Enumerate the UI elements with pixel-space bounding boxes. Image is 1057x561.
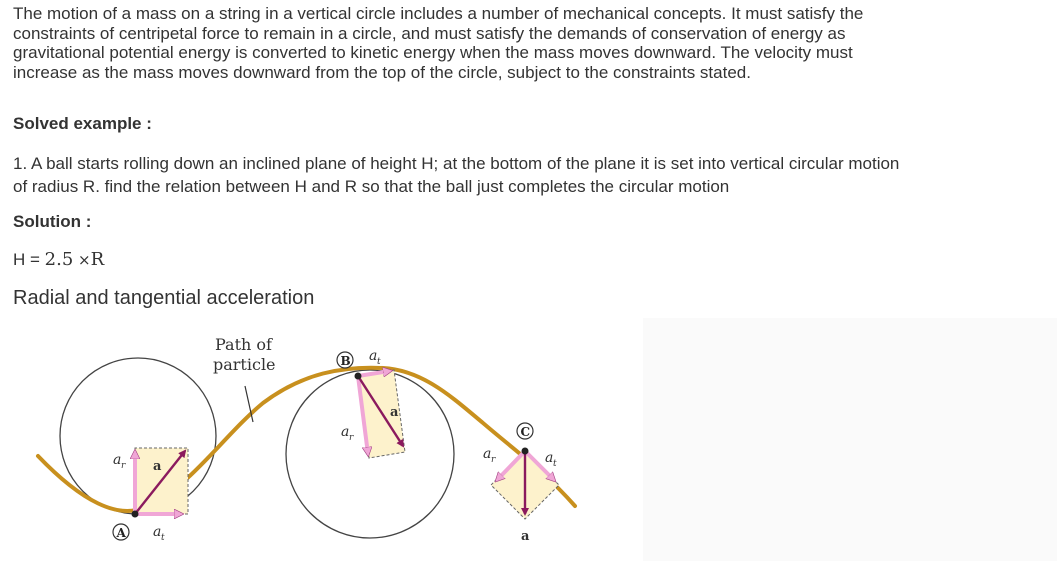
figure-area: [13, 318, 1057, 561]
figure-panel: [13, 318, 643, 561]
intro-line: The motion of a mass on a string in a vertical circle includes a number of mechanical concepts. It must satisfy the: [13, 4, 864, 23]
particle-a: [132, 511, 139, 518]
label-a: a: [153, 459, 162, 474]
point-c-label: C: [520, 425, 531, 439]
formula-variable: R: [90, 249, 105, 270]
label-ar-sub: r: [121, 461, 126, 471]
label-ar-sub: r: [349, 433, 354, 443]
formula-operator: ×: [78, 251, 91, 269]
particle-b: [355, 373, 362, 380]
question-line: of radius R. find the relation between H and R so that the ball just completes the circular motion: [13, 177, 730, 196]
label-at: a: [369, 348, 378, 364]
formula-number: 2.5: [44, 249, 74, 270]
point-b-label: B: [340, 354, 351, 368]
intro-line: gravitational potential energy is converted to kinetic energy when the mass moves downward. The velocity must: [13, 43, 853, 62]
particle-c: [522, 448, 529, 455]
label-at: a: [545, 450, 554, 466]
solution-formula: [13, 249, 104, 270]
particle-path: [38, 368, 575, 511]
label-ar: a: [113, 452, 122, 468]
point-c-vectors: [483, 423, 559, 544]
label-a: a: [390, 405, 399, 420]
point-a-label: A: [116, 526, 126, 540]
path-label: particle: [213, 355, 276, 374]
formula-lhs: H =: [13, 250, 45, 269]
label-ar: a: [483, 446, 492, 462]
label-ar: a: [341, 424, 350, 440]
path-label: Path of: [215, 335, 272, 354]
question-text: [13, 152, 899, 198]
solved-example-heading: Solved example :: [13, 114, 152, 133]
label-at: a: [153, 524, 162, 540]
intro-line: constraints of centripetal force to remain in a circle, and must satisfy the demands of conservation of energy as: [13, 23, 846, 43]
section-subheading: Radial and tangential acceleration: [13, 287, 315, 309]
radial-tangential-diagram: [13, 318, 643, 561]
label-a: a: [521, 529, 530, 544]
intro-paragraph: [13, 4, 1048, 82]
point-a-vectors: [113, 448, 188, 543]
label-ar-sub: r: [491, 455, 496, 465]
point-b-vectors: [337, 348, 405, 458]
intro-line: increase as the mass moves downward from the top of the circle, subject to the constraints stated.: [13, 62, 751, 82]
question-line: 1. A ball starts rolling down an inclined plane of height H; at the bottom of the plane it is set into vertical circular motion: [13, 154, 900, 173]
label-at-sub: t: [377, 357, 381, 367]
solution-heading: Solution :: [13, 212, 92, 231]
label-at-sub: t: [553, 459, 557, 469]
label-at-sub: t: [161, 533, 165, 543]
